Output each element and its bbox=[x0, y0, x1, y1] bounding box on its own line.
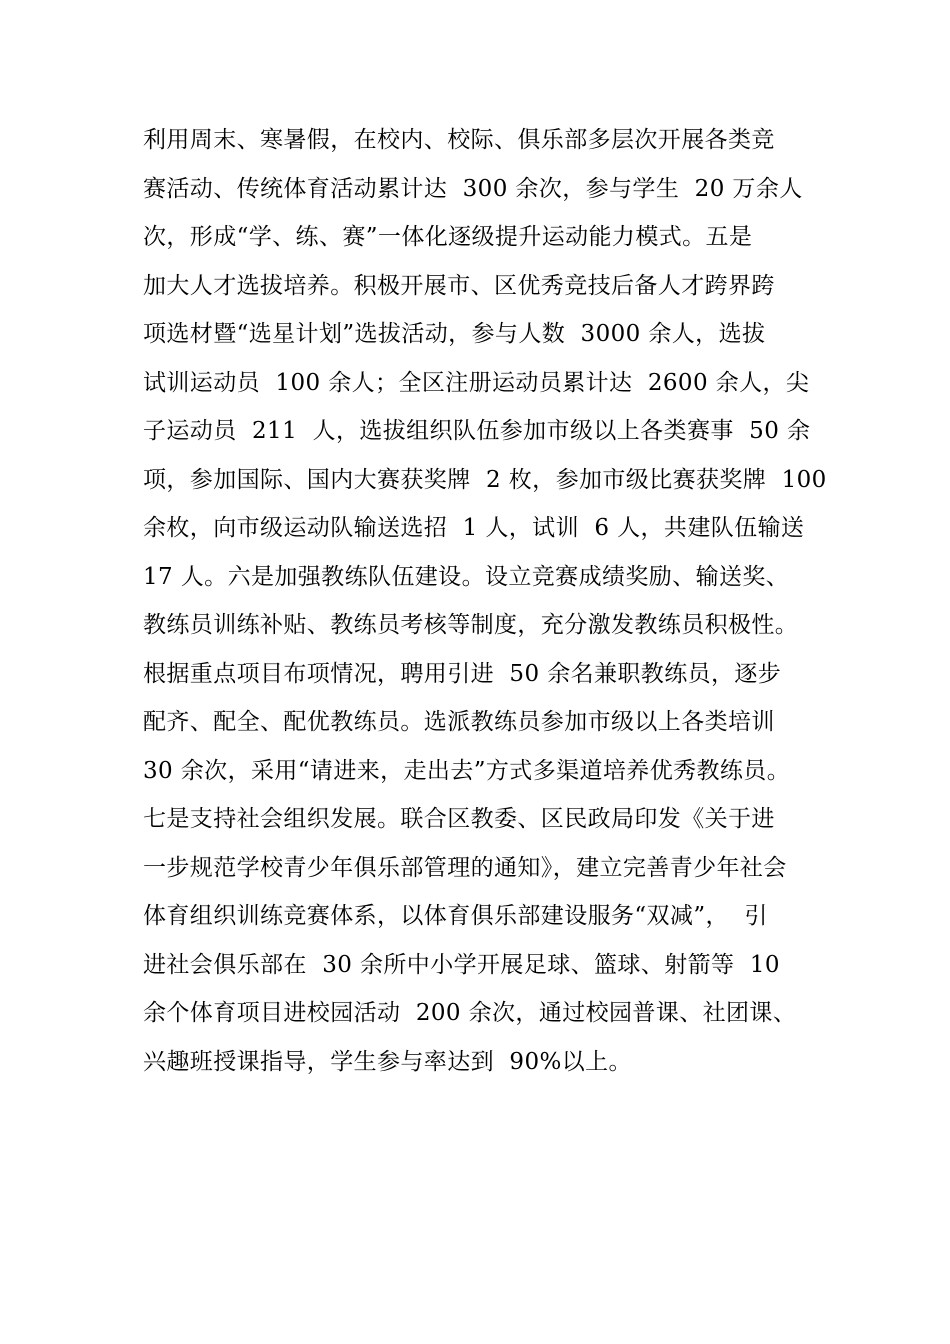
text-line: 子运动员 211 人，选拔组织队伍参加市级以上各类赛事 50 余 bbox=[143, 418, 811, 444]
text-line: 余个体育项目进校园活动 200 余次，通过校园普课、社团课、 bbox=[143, 1000, 797, 1026]
text-line: 兴趣班授课指导，学生参与率达到 90%以上。 bbox=[143, 1048, 632, 1075]
text-line: 根据重点项目布项情况，聘用引进 50 余名兼职教练员，逐步 bbox=[143, 660, 782, 687]
text-line: 教练员训练补贴、教练员考核等制度，充分激发教练员积极性。 bbox=[143, 612, 799, 638]
text-line: 赛活动、传统体育活动累计达 300 余次，参与学生 20 万余人 bbox=[143, 175, 803, 202]
text-line: 次，形成“学、练、赛”一体化逐级提升运动能力模式。五是 bbox=[143, 224, 753, 250]
text-line: 配齐、配全、配优教练员。选派教练员参加市级以上各类培训 bbox=[143, 709, 775, 735]
text-line: 七是支持社会组织发展。联合区教委、区民政局印发《关于进 bbox=[143, 806, 775, 832]
text-line: 项，参加国际、国内大赛获奖牌 2 枚，参加市级比赛获奖牌 100 bbox=[143, 466, 827, 493]
text-line: 余枚，向市级运动队输送选招 1 人，试训 6 人，共建队伍输送 bbox=[143, 515, 805, 541]
text-line: 进社会俱乐部在 30 余所中小学开展足球、篮球、射箭等 10 bbox=[143, 951, 780, 978]
text-line: 试训运动员 100 余人；全区注册运动员累计达 2600 余人，尖 bbox=[143, 369, 810, 396]
text-line: 一步规范学校青少年俱乐部管理的通知》，建立完善青少年社会 bbox=[143, 854, 787, 881]
text-line: 项选材暨“选星计划”选拔活动，参与人数 3000 余人，选拔 bbox=[143, 321, 766, 347]
text-line: 加大人才选拔培养。积极开展市、区优秀竞技后备人才跨界跨 bbox=[143, 272, 775, 299]
text-line: 30 余次，采用“请进来，走出去”方式多渠道培养优秀教练员。 bbox=[143, 757, 791, 784]
text-line: 体育组织训练竞赛体系，以体育俱乐部建设服务“双减”， 引 bbox=[143, 903, 768, 929]
text-line: 利用周末、寒暑假，在校内、校际、俱乐部多层次开展各类竞 bbox=[143, 127, 775, 153]
text-line: 17 人。六是加强教练队伍建设。设立竞赛成绩奖励、输送奖、 bbox=[143, 563, 790, 590]
body-paragraph bbox=[143, 116, 827, 1086]
